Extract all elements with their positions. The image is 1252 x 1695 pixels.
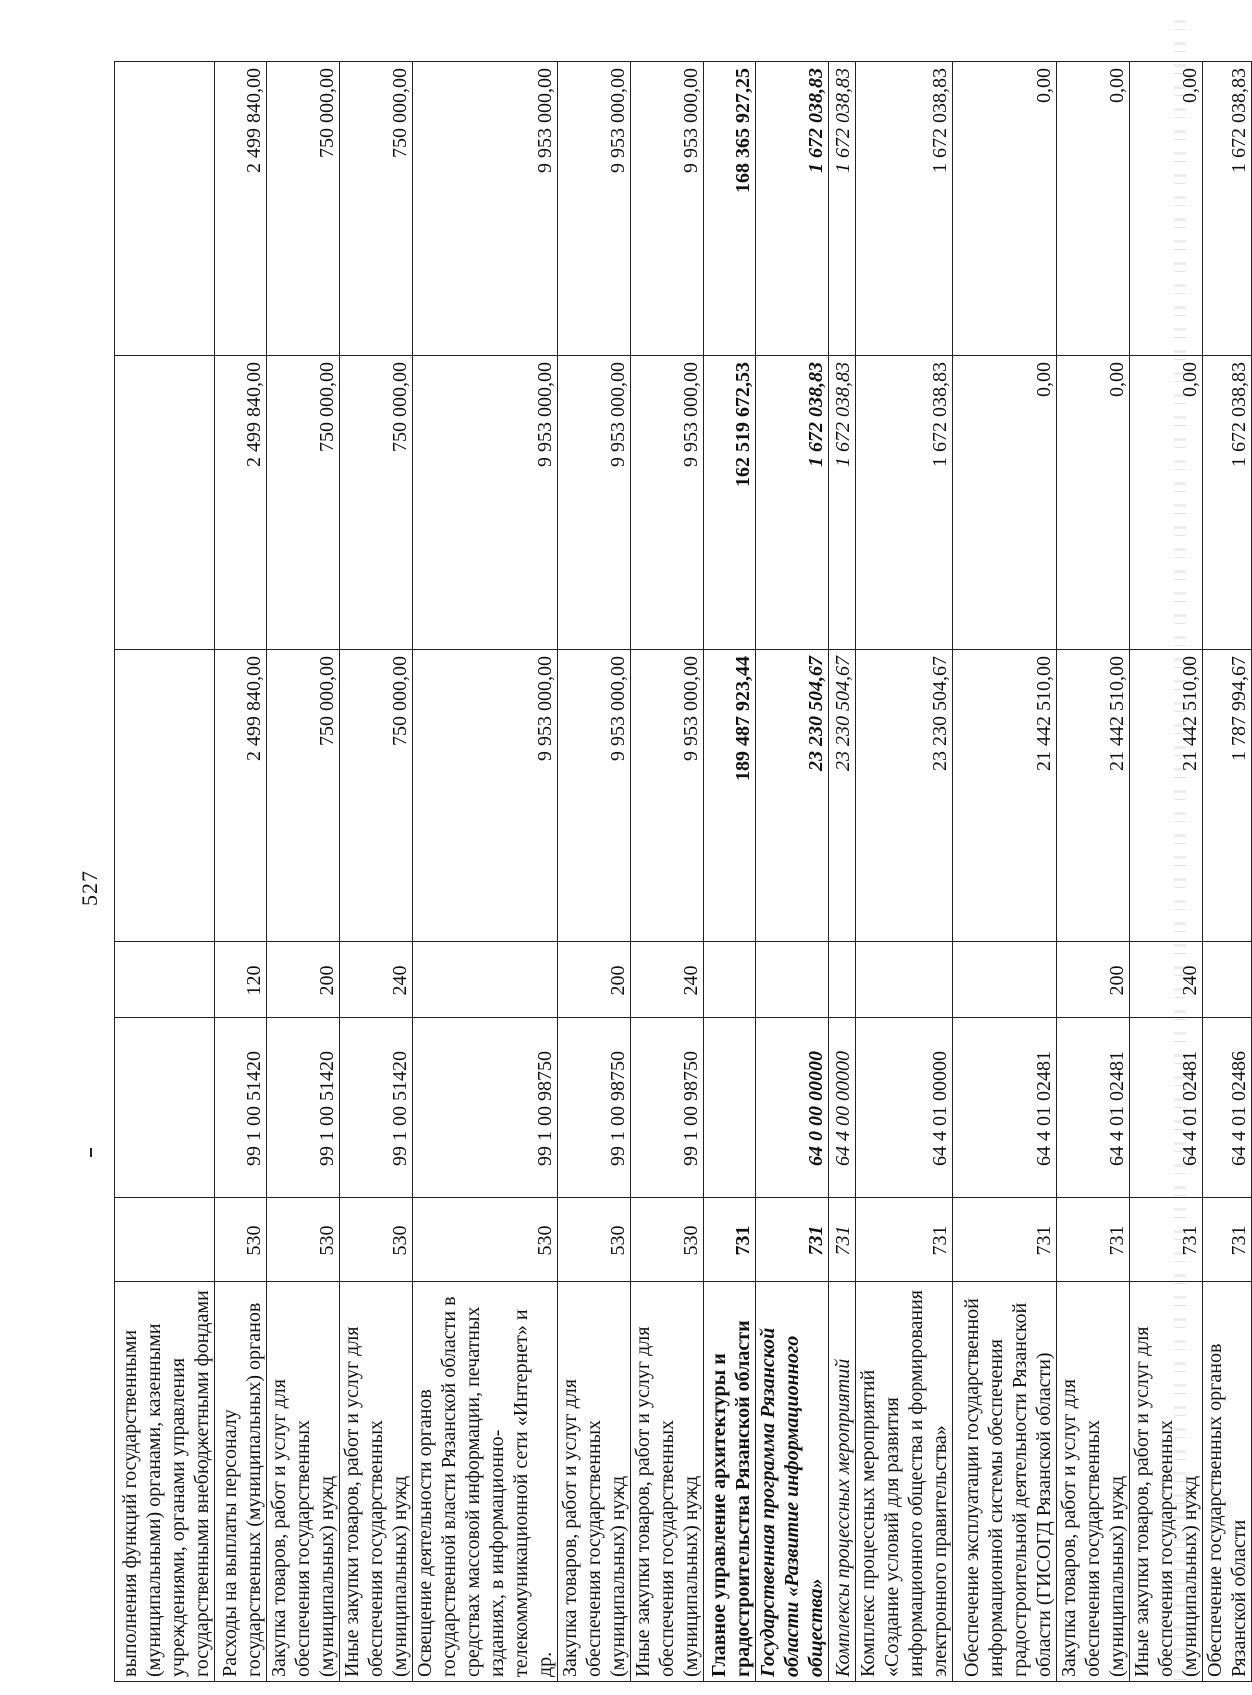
row-vr: 240 bbox=[1130, 942, 1203, 1018]
row-name: Расходы на выплаты персоналу государственных (муниципальных) органов bbox=[215, 1282, 267, 1682]
row-name: Иные закупки товаров, работ и услуг для обеспечения государственных (муниципальных) нужд bbox=[340, 1282, 413, 1682]
row-csr: 64 4 01 02481 bbox=[1057, 1018, 1130, 1198]
row-amount-2: 750 000,00 bbox=[340, 356, 413, 650]
row-code: 731 bbox=[829, 1198, 856, 1282]
row-csr: 99 1 00 98750 bbox=[558, 1018, 631, 1198]
row-amount-3: 1 672 038,83 bbox=[1203, 62, 1252, 356]
table-row bbox=[558, 62, 631, 1682]
page-number: 527 bbox=[77, 870, 102, 906]
row-vr: 200 bbox=[1057, 942, 1130, 1018]
row-vr: 120 bbox=[215, 942, 267, 1018]
row-amount-3: 2 499 840,00 bbox=[215, 62, 267, 356]
table-row bbox=[631, 62, 704, 1682]
row-amount-1 bbox=[115, 650, 215, 942]
row-amount-3: 168 365 927,25 bbox=[704, 62, 756, 356]
row-amount-3: 750 000,00 bbox=[267, 62, 340, 356]
row-code: 530 bbox=[215, 1198, 267, 1282]
row-amount-2: 1 672 038,83 bbox=[856, 356, 953, 650]
budget-table-frame bbox=[114, 62, 1250, 1682]
row-name: Освещение деятельности органов государственной власти Рязанской области в средствах массовой информации, печатных изданиях, в информационно-телекоммуникационной сети «Интернет» и др. bbox=[413, 1282, 558, 1682]
table-row bbox=[1203, 62, 1252, 1682]
row-code: 731 bbox=[856, 1198, 953, 1282]
row-vr: 200 bbox=[267, 942, 340, 1018]
row-amount-1: 23 230 504,67 bbox=[856, 650, 953, 942]
row-name: Закупка товаров, работ и услуг для обеспечения государственных (муниципальных) нужд bbox=[558, 1282, 631, 1682]
scan-dash-mark bbox=[90, 1148, 92, 1157]
budget-table-rotated bbox=[114, 62, 1250, 1682]
row-amount-3: 0,00 bbox=[1130, 62, 1203, 356]
row-amount-1: 189 487 923,44 bbox=[704, 650, 756, 942]
row-name: Иные закупки товаров, работ и услуг для обеспечения государственных (муниципальных) нужд bbox=[631, 1282, 704, 1682]
table-row bbox=[340, 62, 413, 1682]
table-row bbox=[953, 62, 1057, 1682]
row-vr bbox=[756, 942, 829, 1018]
row-vr: 240 bbox=[631, 942, 704, 1018]
row-name: Государственная программа Рязанской области «Развитие информационного общества» bbox=[756, 1282, 829, 1682]
budget-table bbox=[114, 61, 1252, 1682]
row-amount-1: 750 000,00 bbox=[340, 650, 413, 942]
row-code: 731 bbox=[1057, 1198, 1130, 1282]
row-amount-2: 9 953 000,00 bbox=[631, 356, 704, 650]
row-amount-1: 21 442 510,00 bbox=[1130, 650, 1203, 942]
row-csr: 99 1 00 51420 bbox=[215, 1018, 267, 1198]
table-row bbox=[1130, 62, 1203, 1682]
row-name: Главное управление архитектуры и градостроительства Рязанской области bbox=[704, 1282, 756, 1682]
row-code: 530 bbox=[340, 1198, 413, 1282]
row-name: Закупка товаров, работ и услуг для обеспечения государственных (муниципальных) нужд bbox=[1057, 1282, 1130, 1682]
row-vr bbox=[413, 942, 558, 1018]
row-amount-2: 1 672 038,83 bbox=[829, 356, 856, 650]
row-amount-1: 9 953 000,00 bbox=[413, 650, 558, 942]
row-amount-2: 0,00 bbox=[1130, 356, 1203, 650]
row-code: 731 bbox=[953, 1198, 1057, 1282]
row-amount-1: 750 000,00 bbox=[267, 650, 340, 942]
row-name: Обеспечение эксплуатации государственной информационной системы обеспечения градостроительной деятельности Рязанской области (ГИСОГД Рязанской области) bbox=[953, 1282, 1057, 1682]
table-row bbox=[856, 62, 953, 1682]
table-row bbox=[756, 62, 829, 1682]
row-amount-2: 750 000,00 bbox=[267, 356, 340, 650]
row-amount-1: 23 230 504,67 bbox=[756, 650, 829, 942]
row-amount-3: 9 953 000,00 bbox=[558, 62, 631, 356]
row-amount-3: 9 953 000,00 bbox=[413, 62, 558, 356]
row-amount-2: 0,00 bbox=[1057, 356, 1130, 650]
table-row bbox=[704, 62, 756, 1682]
row-amount-1: 23 230 504,67 bbox=[829, 650, 856, 942]
row-amount-1: 1 787 994,67 bbox=[1203, 650, 1252, 942]
row-csr: 64 4 01 02481 bbox=[1130, 1018, 1203, 1198]
row-amount-2: 1 672 038,83 bbox=[756, 356, 829, 650]
row-csr: 64 4 00 00000 bbox=[829, 1018, 856, 1198]
row-vr bbox=[953, 942, 1057, 1018]
row-amount-3: 9 953 000,00 bbox=[631, 62, 704, 356]
table-row bbox=[267, 62, 340, 1682]
table-row bbox=[215, 62, 267, 1682]
row-csr: 99 1 00 98750 bbox=[631, 1018, 704, 1198]
row-code: 530 bbox=[267, 1198, 340, 1282]
row-name: Закупка товаров, работ и услуг для обеспечения государственных (муниципальных) нужд bbox=[267, 1282, 340, 1682]
row-name: Комплексы процессных мероприятий bbox=[829, 1282, 856, 1682]
row-amount-3: 1 672 038,83 bbox=[756, 62, 829, 356]
row-vr bbox=[115, 942, 215, 1018]
row-csr: 64 4 01 02486 bbox=[1203, 1018, 1252, 1198]
row-name: Обеспечение государственных органов Рязанской области bbox=[1203, 1282, 1252, 1682]
row-vr: 240 bbox=[340, 942, 413, 1018]
row-amount-3: 0,00 bbox=[1057, 62, 1130, 356]
row-vr: 200 bbox=[558, 942, 631, 1018]
row-code: 731 bbox=[1203, 1198, 1252, 1282]
row-amount-1: 21 442 510,00 bbox=[1057, 650, 1130, 942]
row-csr: 99 1 00 51420 bbox=[340, 1018, 413, 1198]
row-amount-2: 1 672 038,83 bbox=[1203, 356, 1252, 650]
row-vr bbox=[829, 942, 856, 1018]
table-row bbox=[1057, 62, 1130, 1682]
row-code: 530 bbox=[413, 1198, 558, 1282]
row-code: 731 bbox=[1130, 1198, 1203, 1282]
row-code bbox=[115, 1198, 215, 1282]
row-amount-3: 1 672 038,83 bbox=[856, 62, 953, 356]
row-name: Иные закупки товаров, работ и услуг для обеспечения государственных (муниципальных) нужд bbox=[1130, 1282, 1203, 1682]
row-csr: 99 1 00 98750 bbox=[413, 1018, 558, 1198]
row-amount-3: 0,00 bbox=[953, 62, 1057, 356]
table-row bbox=[413, 62, 558, 1682]
row-amount-2: 9 953 000,00 bbox=[413, 356, 558, 650]
row-code: 530 bbox=[631, 1198, 704, 1282]
row-amount-2: 162 519 672,53 bbox=[704, 356, 756, 650]
row-vr bbox=[1203, 942, 1252, 1018]
row-csr bbox=[704, 1018, 756, 1198]
row-amount-3: 750 000,00 bbox=[340, 62, 413, 356]
row-amount-3: 1 672 038,83 bbox=[829, 62, 856, 356]
row-amount-2: 9 953 000,00 bbox=[558, 356, 631, 650]
row-vr bbox=[856, 942, 953, 1018]
row-amount-1: 9 953 000,00 bbox=[558, 650, 631, 942]
row-name: выполнения функций государственными (муниципальными) органами, казенными учреждениями, органами управления государственными внебюджетными фондами bbox=[115, 1282, 215, 1682]
row-amount-1: 21 442 510,00 bbox=[953, 650, 1057, 942]
row-code: 731 bbox=[704, 1198, 756, 1282]
row-amount-3 bbox=[115, 62, 215, 356]
row-amount-1: 2 499 840,00 bbox=[215, 650, 267, 942]
table-row bbox=[829, 62, 856, 1682]
row-amount-2 bbox=[115, 356, 215, 650]
row-vr bbox=[704, 942, 756, 1018]
row-csr: 64 4 01 00000 bbox=[856, 1018, 953, 1198]
row-amount-2: 2 499 840,00 bbox=[215, 356, 267, 650]
row-csr: 64 4 01 02481 bbox=[953, 1018, 1057, 1198]
row-csr: 99 1 00 51420 bbox=[267, 1018, 340, 1198]
row-csr: 64 0 00 00000 bbox=[756, 1018, 829, 1198]
row-csr bbox=[115, 1018, 215, 1198]
row-amount-1: 9 953 000,00 bbox=[631, 650, 704, 942]
row-name: Комплекс процессных мероприятий «Создание условий для развития информационного общества и формирования электронного правительства» bbox=[856, 1282, 953, 1682]
row-amount-2: 0,00 bbox=[953, 356, 1057, 650]
table-row bbox=[115, 62, 215, 1682]
row-code: 530 bbox=[558, 1198, 631, 1282]
row-code: 731 bbox=[756, 1198, 829, 1282]
